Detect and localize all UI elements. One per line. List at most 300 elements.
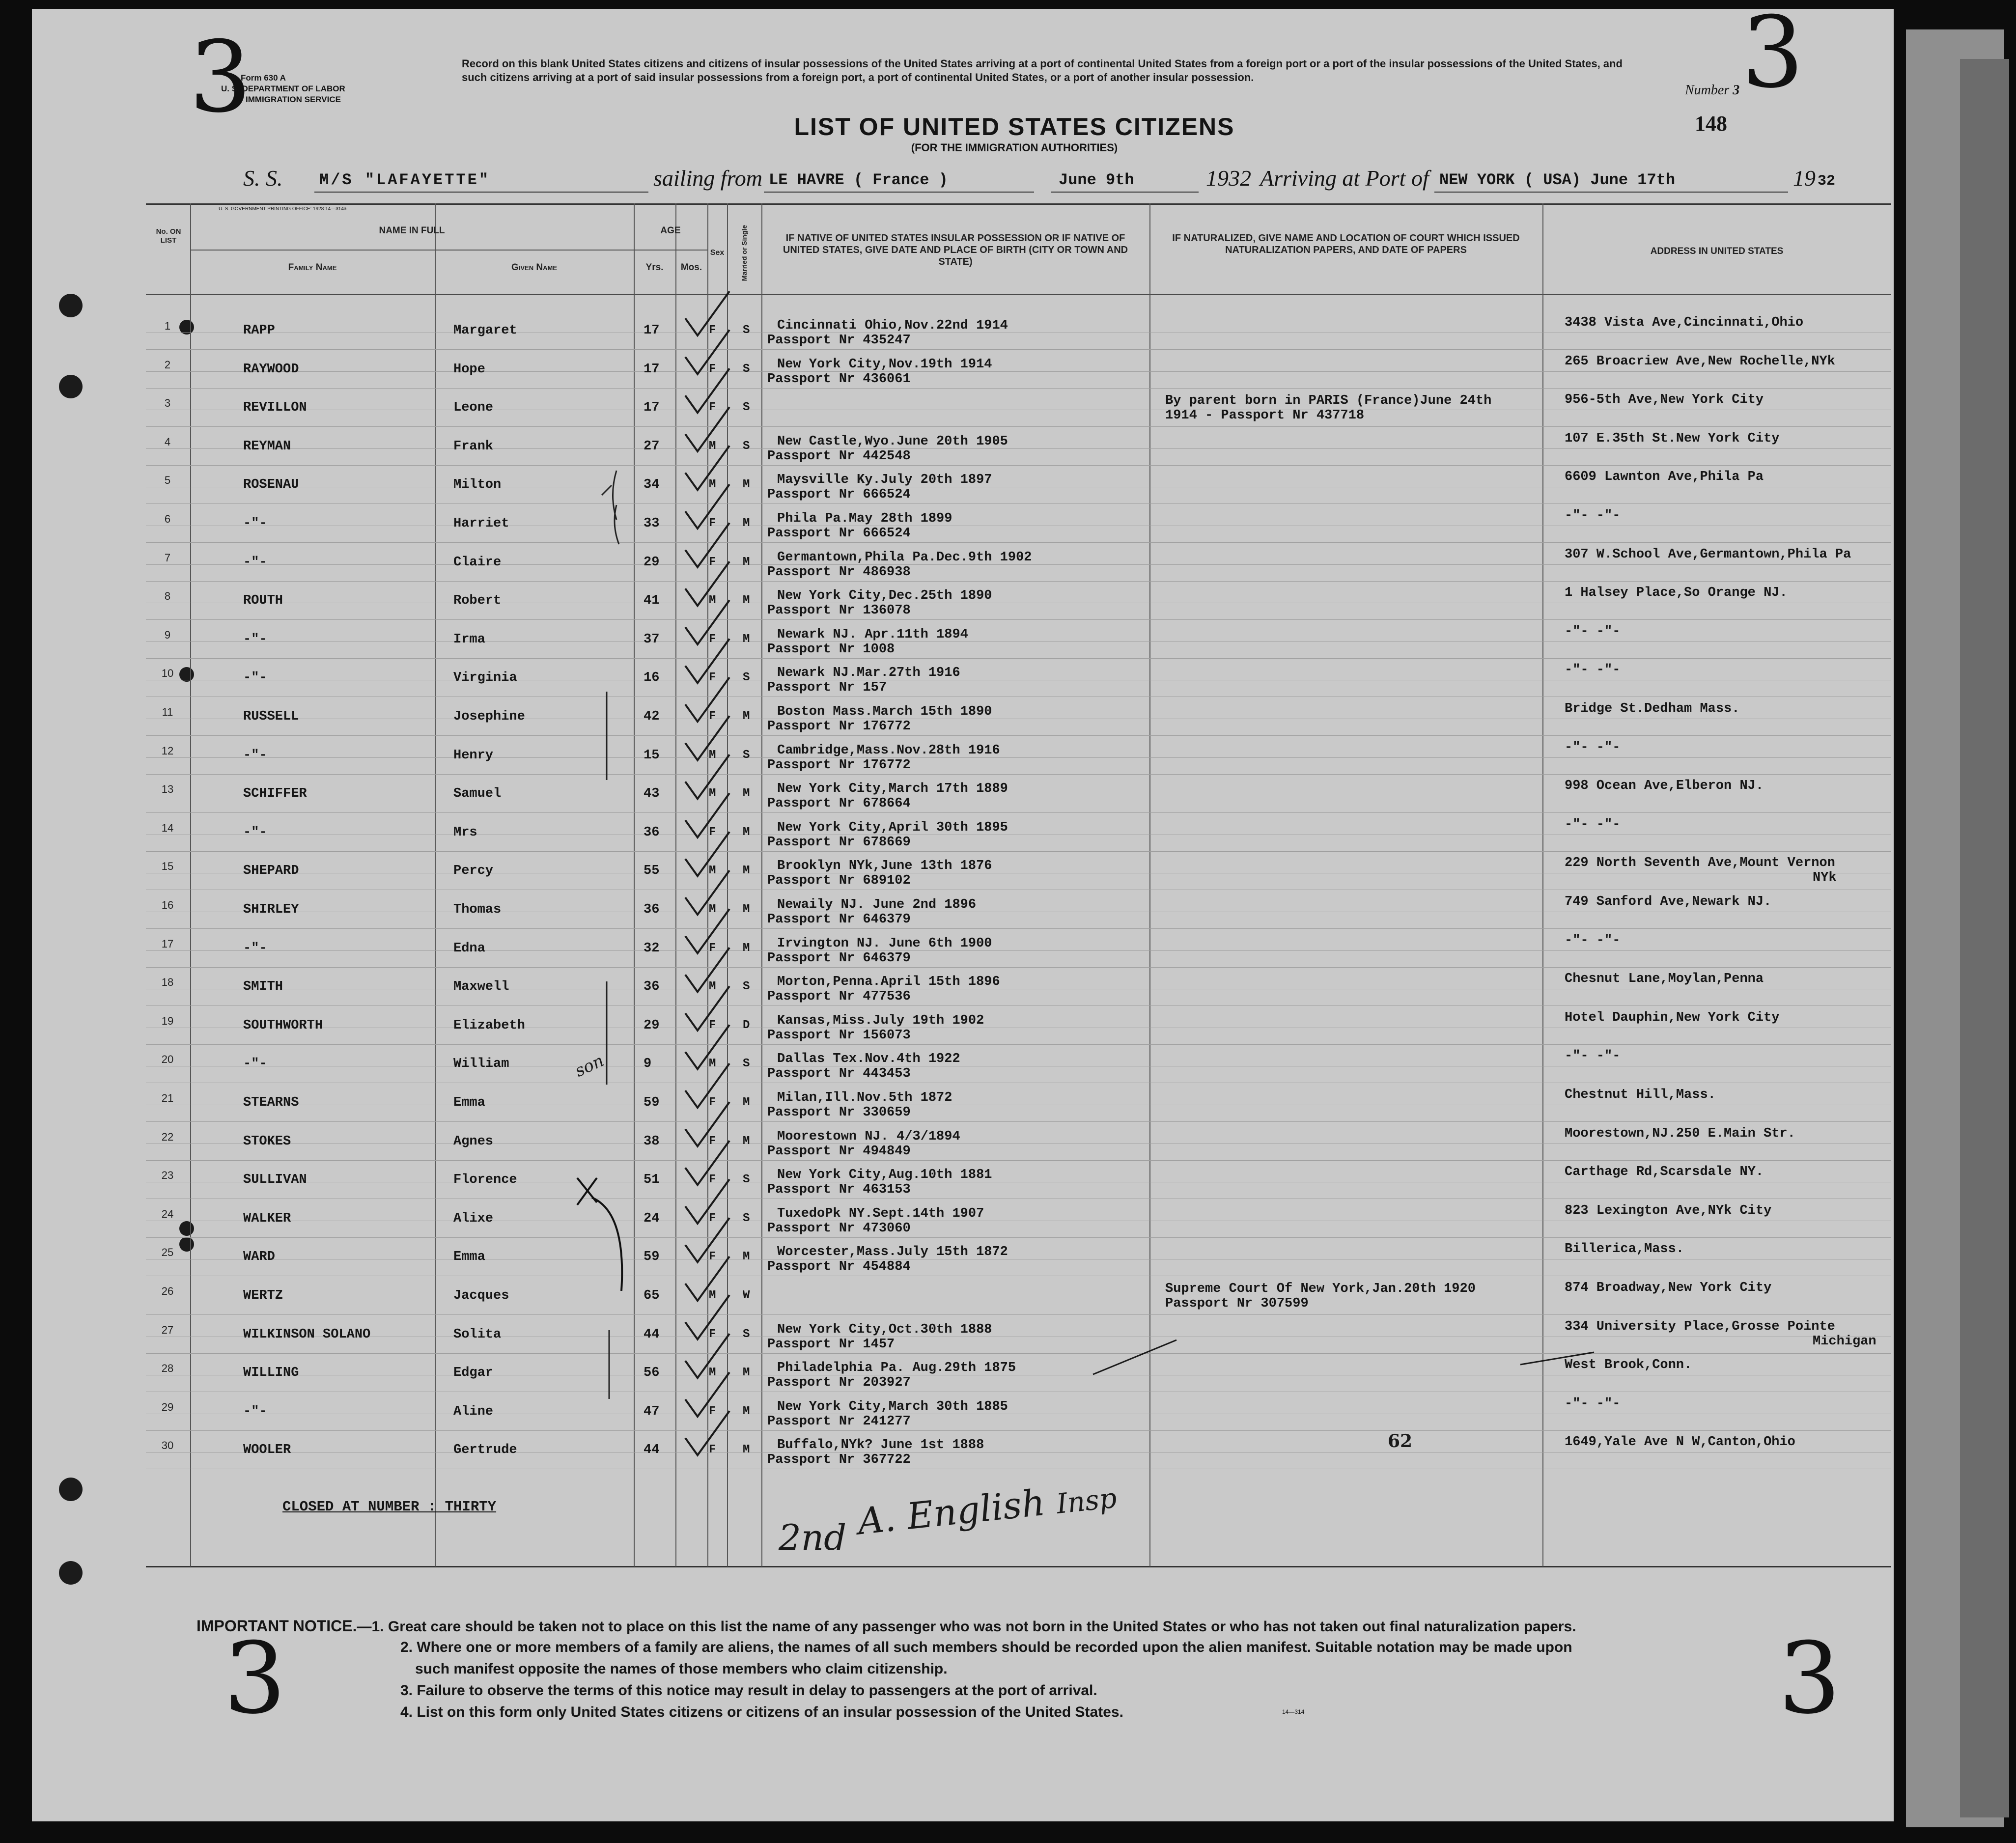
- sex: F: [709, 710, 716, 723]
- marital-status: M: [743, 1404, 750, 1418]
- sex: M: [709, 1057, 716, 1071]
- us-address: 1649,Yale Ave N W,Canton,Ohio: [1565, 1435, 1795, 1450]
- us-address: -"- -"-: [1565, 1049, 1621, 1064]
- us-address: -"- -"-: [1565, 624, 1621, 639]
- check-mark: [685, 1102, 729, 1146]
- check-mark: [685, 1334, 729, 1378]
- row-ruling: [146, 1237, 1891, 1238]
- sex: F: [709, 401, 716, 415]
- family-name: SMITH: [243, 979, 283, 995]
- family-name: SHIRLEY: [243, 902, 299, 917]
- check-mark: [685, 484, 729, 529]
- age-years: 42: [644, 709, 660, 724]
- family-name: REYMAN: [243, 439, 291, 454]
- age-years: 36: [644, 825, 660, 840]
- us-address-cont: Michigan: [1813, 1334, 1876, 1349]
- us-address: 1 Halsey Place,So Orange NJ.: [1565, 586, 1788, 601]
- notice-1-text: —1. Great care should be taken not to place on this list the name of any passenger who was not born in the United States or who has not taken out final naturalization papers.: [357, 1619, 1576, 1635]
- marital-status: S: [743, 1327, 750, 1341]
- birth-place-date: Irvington NJ. June 6th 1900: [777, 936, 992, 951]
- row-number: 29: [161, 1400, 174, 1413]
- intro-text: Record on this blank United States citizens and citizens of insular possessions of the United States arriving at a port of continental United States from a foreign port or a port of the insular possessions of the United States, and such citizens arriving at a port of said insular possessions from a foreign port, a port of continental United States, or a port of another insular possession.: [462, 57, 1623, 84]
- given-name: Harriet: [453, 516, 509, 531]
- given-name: Elizabeth: [453, 1018, 525, 1033]
- given-name: Maxwell: [453, 979, 509, 995]
- row-ruling: [146, 1314, 1891, 1315]
- us-address: West Brook,Conn.: [1565, 1358, 1692, 1373]
- us-address: 823 Lexington Ave,NYk City: [1565, 1203, 1772, 1218]
- given-name: Edgar: [453, 1366, 494, 1381]
- sex: F: [709, 671, 716, 685]
- row-number: 19: [161, 1014, 174, 1027]
- check-mark: [685, 291, 729, 335]
- marital-status: M: [743, 555, 750, 569]
- birth-place-date: Moorestown NJ. 4/3/1894: [777, 1129, 960, 1144]
- birth-place-date: Cambridge,Mass.Nov.28th 1916: [777, 743, 1000, 758]
- check-mark: [685, 754, 729, 799]
- birth-place-date: Boston Mass.March 15th 1890: [777, 704, 992, 719]
- notice-line-2b: such manifest opposite the names of those members who claim citizenship.: [415, 1661, 948, 1677]
- us-address: -"- -"-: [1565, 663, 1621, 678]
- row-ruling: [146, 465, 1891, 466]
- naturalization-line-1: By parent born in PARIS (France)June 24th: [1165, 393, 1492, 409]
- arrival-year: 32: [1818, 173, 1836, 190]
- from-year: 1932: [1206, 166, 1251, 191]
- given-name: Emma: [453, 1250, 485, 1265]
- row-ruling: [146, 349, 1891, 350]
- marital-status: M: [743, 632, 750, 646]
- age-years: 29: [644, 1018, 660, 1033]
- naturalization-line-1: Supreme Court Of New York,Jan.20th 1920: [1165, 1282, 1476, 1296]
- header-yrs: Yrs.: [645, 262, 664, 273]
- birth-place-date: Newark NJ. Apr.11th 1894: [777, 627, 968, 642]
- pen-strokes: [1088, 1325, 1609, 1384]
- passport-number: Passport Nr 203927: [767, 1375, 911, 1391]
- age-years: 59: [644, 1250, 660, 1265]
- birth-place-date: New Castle,Wyo.June 20th 1905: [777, 434, 1008, 449]
- sex: M: [709, 439, 716, 453]
- header-mos: Mos.: [680, 262, 702, 273]
- age-years: 33: [644, 516, 660, 531]
- passport-number: Passport Nr 486938: [767, 564, 911, 580]
- age-years: 9: [644, 1057, 652, 1072]
- row-number: 24: [161, 1207, 174, 1220]
- arrival-port-underline: [1434, 192, 1788, 193]
- sex: M: [709, 787, 716, 801]
- given-name: Emma: [453, 1095, 485, 1110]
- from-date-underline: [1051, 192, 1199, 193]
- check-mark: [685, 1218, 729, 1262]
- passport-number: Passport Nr 666524: [767, 487, 911, 503]
- page-title: LIST OF UNITED STATES CITIZENS: [794, 113, 1235, 140]
- passport-number: Passport Nr 666524: [767, 526, 911, 541]
- number-label: Number: [1685, 83, 1730, 98]
- birth-place-date: Maysville Ky.July 20th 1897: [777, 473, 992, 488]
- family-name: -"-: [243, 1057, 267, 1072]
- header-sex: Sex: [710, 249, 725, 257]
- closed-note: CLOSED AT NUMBER : THIRTY: [282, 1499, 497, 1515]
- marital-status: M: [743, 710, 750, 723]
- row-number: 22: [161, 1130, 174, 1143]
- family-name: WARD: [243, 1250, 275, 1265]
- age-years: 41: [644, 593, 660, 609]
- binder-hole: [179, 1237, 194, 1252]
- binder-hole: [59, 1478, 83, 1501]
- check-mark: [685, 368, 729, 413]
- marital-status: M: [743, 941, 750, 955]
- us-address: Bridge St.Dedham Mass.: [1565, 701, 1740, 716]
- check-mark: [685, 716, 729, 760]
- age-years: 24: [644, 1211, 660, 1226]
- row-ruling: [146, 619, 1891, 620]
- family-name: -"-: [243, 555, 267, 570]
- check-mark: [685, 1025, 729, 1069]
- check-mark: [685, 909, 729, 953]
- form-number: Form 630 A: [241, 73, 286, 83]
- row-ruling: [146, 735, 1891, 736]
- initials-annotation: 2nd: [779, 1517, 847, 1558]
- birth-place-date: New York City,Oct.30th 1888: [777, 1322, 992, 1337]
- row-number: 17: [161, 937, 174, 950]
- ship-name: M/S "LAFAYETTE": [319, 171, 491, 189]
- age-years: 43: [644, 786, 660, 802]
- passport-number: Passport Nr 473060: [767, 1221, 911, 1236]
- naturalization-line-2: Passport Nr 307599: [1165, 1296, 1309, 1311]
- passport-number: Passport Nr 477536: [767, 989, 911, 1005]
- age-years: 56: [644, 1366, 660, 1381]
- passport-number: Passport Nr 330659: [767, 1105, 911, 1120]
- family-name: RAPP: [243, 323, 275, 338]
- manifest-page: [32, 9, 1894, 1821]
- check-mark: [685, 677, 729, 722]
- family-name: ROSENAU: [243, 477, 299, 493]
- given-name: William: [453, 1057, 509, 1072]
- given-name: Florence: [453, 1173, 517, 1188]
- check-mark: [685, 793, 729, 838]
- family-name: SCHIFFER: [243, 786, 307, 802]
- us-address: -"- -"-: [1565, 740, 1621, 755]
- family-name: RUSSELL: [243, 709, 299, 724]
- row-number: 20: [161, 1053, 174, 1066]
- family-name: SOUTHWORTH: [243, 1018, 323, 1033]
- row-number: 26: [161, 1285, 174, 1297]
- us-address: Carthage Rd,Scarsdale NY.: [1565, 1165, 1764, 1180]
- row-number: 23: [161, 1169, 174, 1182]
- header-age: AGE: [660, 225, 681, 236]
- age-years: 51: [644, 1173, 660, 1188]
- sex: F: [709, 1327, 716, 1341]
- check-mark: [685, 832, 729, 876]
- sex: F: [709, 324, 716, 337]
- given-name: Thomas: [453, 902, 502, 917]
- row-ruling: [146, 658, 1891, 659]
- header-given-name: Given Name: [511, 262, 557, 273]
- sex: F: [709, 1211, 716, 1225]
- check-mark: [685, 1257, 729, 1301]
- passport-number: Passport Nr 646379: [767, 950, 911, 966]
- check-mark: [685, 1179, 729, 1224]
- sex: M: [709, 903, 716, 916]
- sex: F: [709, 555, 716, 569]
- row-ruling: [146, 851, 1891, 852]
- notice-heading: IMPORTANT NOTICE.: [196, 1617, 357, 1635]
- sex: M: [709, 594, 716, 608]
- us-address: 307 W.School Ave,Germantown,Phila Pa: [1565, 547, 1851, 562]
- family-name: -"-: [243, 516, 267, 531]
- row-ruling: [146, 371, 1891, 372]
- row-ruling: [146, 950, 1891, 951]
- underlying-sheet-edge: [1960, 59, 2009, 1817]
- passport-number: Passport Nr 678669: [767, 835, 911, 850]
- list-number: [1685, 83, 1739, 98]
- family-name: STEARNS: [243, 1095, 299, 1110]
- marital-status: M: [743, 787, 750, 801]
- sex: M: [709, 1289, 716, 1302]
- marital-status: S: [743, 1057, 750, 1071]
- check-mark: [685, 407, 729, 451]
- age-years: 55: [644, 864, 660, 879]
- birth-place-date: New York City,March 17th 1889: [777, 782, 1008, 797]
- given-name: Henry: [453, 748, 494, 763]
- us-address: Chesnut Lane,Moylan,Penna: [1565, 972, 1764, 987]
- row-ruling: [146, 1430, 1891, 1431]
- corner-number-bottom-right: 3: [1778, 1621, 1841, 1736]
- birth-place-date: Philadelphia Pa. Aug.29th 1875: [777, 1361, 1016, 1376]
- marital-status: S: [743, 362, 750, 376]
- row-number: 3: [164, 397, 171, 410]
- row-number: 10: [161, 667, 174, 680]
- from-date: June 9th: [1059, 171, 1134, 189]
- family-name: -"-: [243, 1404, 267, 1419]
- col-divider: [435, 203, 436, 1566]
- sex: F: [709, 825, 716, 839]
- given-name: Claire: [453, 555, 502, 570]
- marital-status: S: [743, 324, 750, 337]
- marital-status: S: [743, 980, 750, 994]
- page-subtitle: (FOR THE IMMIGRATION AUTHORITIES): [911, 141, 1118, 154]
- corner-number-top-left: 3: [189, 20, 252, 135]
- age-years: 47: [644, 1404, 660, 1419]
- sex: M: [709, 748, 716, 762]
- marital-status: M: [743, 1443, 750, 1457]
- given-name: Milton: [453, 477, 502, 493]
- birth-place-date: Morton,Penna.April 15th 1896: [777, 975, 1000, 990]
- us-address: 749 Sanford Ave,Newark NJ.: [1565, 894, 1772, 909]
- row-ruling: [146, 448, 1891, 449]
- age-years: 44: [644, 1443, 660, 1458]
- header-family-name: Family Name: [288, 262, 337, 273]
- binder-hole: [179, 1221, 194, 1236]
- us-address: Chestnut Hill,Mass.: [1565, 1088, 1716, 1102]
- check-mark: [685, 1372, 729, 1417]
- sex: M: [709, 1366, 716, 1380]
- birth-place-date: Brooklyn NYk,June 13th 1876: [777, 859, 992, 874]
- inspector-title: Insp: [1055, 1482, 1119, 1520]
- check-mark: [685, 561, 729, 606]
- given-name: Edna: [453, 941, 485, 956]
- col-divider: [190, 203, 191, 1566]
- given-name: Irma: [453, 632, 485, 647]
- check-mark: [685, 446, 729, 490]
- name-header-divider: [190, 250, 707, 251]
- birth-place-date: Newaily NJ. June 2nd 1896: [777, 897, 977, 912]
- row-number: 5: [164, 474, 171, 487]
- given-name: Hope: [453, 362, 485, 377]
- age-years: 59: [644, 1095, 660, 1110]
- given-name: Agnes: [453, 1134, 494, 1149]
- age-years: 17: [644, 362, 660, 377]
- marital-status: S: [743, 401, 750, 415]
- age-years: 36: [644, 902, 660, 917]
- check-mark: [685, 1063, 729, 1108]
- row-ruling: [146, 812, 1891, 813]
- row-number: 30: [161, 1439, 174, 1452]
- ss-label: S. S.: [243, 166, 283, 191]
- form-id: [221, 73, 408, 105]
- passport-number: Passport Nr 1008: [767, 642, 895, 657]
- family-name: WILKINSON SOLANO: [243, 1327, 371, 1342]
- marital-status: W: [743, 1289, 750, 1302]
- row-number: 2: [164, 358, 171, 371]
- marital-status: M: [743, 1134, 750, 1148]
- birth-place-date: Milan,Ill.Nov.5th 1872: [777, 1090, 952, 1105]
- from-port: LE HAVRE ( France ): [769, 171, 948, 189]
- form-service: IMMIGRATION SERVICE: [246, 95, 341, 104]
- header-birth: IF NATIVE OF UNITED STATES INSULAR POSSESSION OR IF NATIVE OF UNITED STATES, GIVE DATE AND PLACE OF BIRTH (CITY OR TOWN AND STATE): [783, 233, 1128, 267]
- sex: F: [709, 941, 716, 955]
- birth-place-date: New York City,April 30th 1895: [777, 820, 1008, 835]
- binder-hole: [59, 294, 83, 317]
- passport-number: Passport Nr 1457: [767, 1337, 895, 1352]
- row-ruling: [146, 774, 1891, 775]
- header-name-in-full: NAME IN FULL: [379, 225, 445, 236]
- family-name: WOOLER: [243, 1443, 291, 1458]
- row-ruling: [146, 1044, 1891, 1045]
- row-number: 25: [161, 1246, 174, 1259]
- check-mark: [685, 1411, 729, 1455]
- us-address: -"- -"-: [1565, 817, 1621, 832]
- passport-number: Passport Nr 156073: [767, 1028, 911, 1043]
- sex: F: [709, 1096, 716, 1109]
- binder-hole: [59, 375, 83, 398]
- printing-office-line: U. S. GOVERNMENT PRINTING OFFICE: 1928 14—314a: [219, 206, 347, 212]
- us-address: 265 Broacriew Ave,New Rochelle,NYk: [1565, 354, 1835, 369]
- bracket-marks: [597, 466, 636, 1448]
- passport-number: Passport Nr 678664: [767, 796, 911, 811]
- family-name: WERTZ: [243, 1288, 283, 1303]
- x-mark: [548, 1168, 646, 1296]
- header-naturalized: IF NATURALIZED, GIVE NAME AND LOCATION OF COURT WHICH ISSUED NATURALIZATION PAPERS, AND DATE OF PAPERS: [1172, 233, 1520, 255]
- passport-number: Passport Nr 435247: [767, 333, 911, 348]
- us-address: 874 Broadway,New York City: [1565, 1281, 1772, 1295]
- birth-place-date: New York City,Nov.19th 1914: [777, 357, 992, 372]
- age-years: 37: [644, 632, 660, 647]
- row-ruling: [146, 928, 1891, 929]
- header-bottom-border: [146, 294, 1891, 295]
- passport-number: Passport Nr 136078: [767, 603, 911, 618]
- given-name: Alixe: [453, 1211, 494, 1226]
- given-name: Percy: [453, 864, 494, 879]
- us-address: Billerica,Mass.: [1565, 1242, 1684, 1257]
- age-years: 17: [644, 400, 660, 416]
- row-number: 28: [161, 1362, 174, 1375]
- birth-place-date: New York City,Aug.10th 1881: [777, 1168, 992, 1183]
- passport-number: Passport Nr 494849: [767, 1144, 911, 1159]
- marital-status: S: [743, 1173, 750, 1187]
- ship-underline: [314, 192, 648, 193]
- row-ruling: [146, 581, 1891, 582]
- passport-number: Passport Nr 689102: [767, 873, 911, 889]
- sex: F: [709, 1250, 716, 1264]
- check-mark: [685, 986, 729, 1031]
- notice-line-4: 4. List on this form only United States citizens or citizens of an insular possession of the United States.: [400, 1704, 1123, 1720]
- us-address: -"- -"-: [1565, 1396, 1621, 1411]
- birth-place-date: TuxedoPk NY.Sept.14th 1907: [777, 1206, 984, 1221]
- birth-place-date: New York City,March 30th 1885: [777, 1399, 1008, 1414]
- row-ruling: [146, 757, 1891, 758]
- row-ruling: [146, 1353, 1891, 1354]
- given-name: Jacques: [453, 1288, 509, 1303]
- birth-place-date: Phila Pa.May 28th 1899: [777, 511, 952, 526]
- family-name: REVILLON: [243, 400, 307, 416]
- row-ruling: [146, 388, 1891, 389]
- row-number: 13: [161, 783, 174, 796]
- naturalization-line-2: 1914 - Passport Nr 437718: [1165, 408, 1365, 423]
- row-number: 9: [164, 628, 171, 641]
- notice-line-3: 3. Failure to observe the terms of this notice may result in delay to passengers at the port of arrival.: [400, 1682, 1097, 1699]
- row-number: 8: [164, 590, 171, 603]
- age-years: 36: [644, 979, 660, 995]
- row-number: 18: [161, 976, 174, 989]
- sex: F: [709, 1173, 716, 1187]
- sex: M: [709, 478, 716, 492]
- family-name: WALKER: [243, 1211, 291, 1226]
- row-ruling: [146, 426, 1891, 427]
- sex: M: [709, 980, 716, 994]
- form-dept: U. S. DEPARTMENT OF LABOR: [221, 84, 345, 93]
- marital-status: S: [743, 1211, 750, 1225]
- age-years: 34: [644, 477, 660, 493]
- row-ruling: [146, 1005, 1891, 1006]
- family-name: SULLIVAN: [243, 1173, 307, 1188]
- given-name: Josephine: [453, 709, 525, 724]
- birth-place-date: Germantown,Phila Pa.Dec.9th 1902: [777, 550, 1032, 565]
- marital-status: M: [743, 825, 750, 839]
- header-no-on-list: No. ON LIST: [156, 227, 181, 245]
- age-years: 65: [644, 1288, 660, 1303]
- sex: F: [709, 1404, 716, 1418]
- marital-status: M: [743, 864, 750, 878]
- age-years: 38: [644, 1134, 660, 1149]
- row-ruling: [146, 503, 1891, 504]
- birth-place-date: New York City,Dec.25th 1890: [777, 588, 992, 604]
- given-name: Mrs: [453, 825, 477, 840]
- birth-place-date: Dallas Tex.Nov.4th 1922: [777, 1052, 960, 1067]
- corner-number-top-right: 3: [1741, 9, 1804, 110]
- given-name: Aline: [453, 1404, 494, 1419]
- sex: F: [709, 517, 716, 530]
- age-years: 17: [644, 323, 660, 338]
- us-address: -"- -"-: [1565, 508, 1621, 523]
- given-name: Margaret: [453, 323, 517, 338]
- birth-place-date: Buffalo,NYk? June 1st 1888: [777, 1438, 984, 1453]
- marital-status: M: [743, 903, 750, 916]
- us-address: -"- -"-: [1565, 933, 1621, 948]
- given-name: Gertrude: [453, 1443, 517, 1458]
- arrival-year-prefix: 19: [1793, 166, 1816, 191]
- passport-number: Passport Nr 463153: [767, 1182, 911, 1198]
- count-annotation: 62: [1388, 1431, 1413, 1452]
